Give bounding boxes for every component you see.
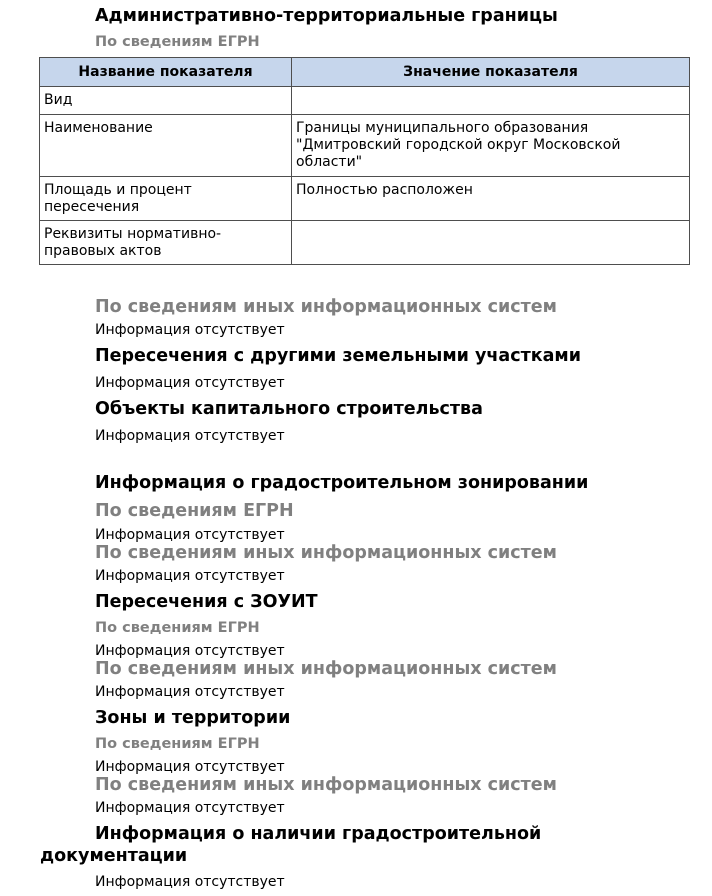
section-title-admin-borders: Административно-территориальные границы — [95, 6, 558, 26]
table-cell-value: Полностью расположен — [292, 177, 690, 221]
column-header-value: Значение показателя — [292, 58, 690, 87]
table-cell-name: Реквизиты нормативно-правовых актов — [40, 221, 292, 265]
info-absent-text: Информация отсутствует — [95, 322, 285, 338]
section-title-urban-zoning: Информация о градостроительном зонировании — [95, 473, 589, 493]
table-cell-value — [292, 87, 690, 115]
section-title-capital-construction: Объекты капитального строительства — [95, 399, 483, 419]
table-cell-value: Границы муниципального образования "Дмитровский городской округ Московской области" — [292, 115, 690, 177]
section-title-urban-docs: Информация о наличии градостроительной — [95, 824, 542, 844]
source-label-other-systems: По сведениям иных информационных систем — [95, 775, 557, 795]
source-label-egrn: По сведениям ЕГРН — [95, 736, 260, 752]
table-row — [40, 221, 690, 265]
info-absent-text: Информация отсутствует — [95, 375, 285, 391]
info-absent-text: Информация отсутствует — [95, 684, 285, 700]
section-title-parcel-intersections: Пересечения с другими земельными участками — [95, 346, 581, 366]
info-absent-text: Информация отсутствует — [95, 874, 285, 890]
section-title-zones: Зоны и территории — [95, 708, 291, 728]
table-header-row — [40, 58, 690, 87]
source-label-other-systems: По сведениям иных информационных систем — [95, 543, 557, 563]
table-row — [40, 115, 690, 177]
info-absent-text: Информация отсутствует — [95, 568, 285, 584]
section-title-zouit: Пересечения с ЗОУИТ — [95, 592, 318, 612]
source-label-other-systems: По сведениям иных информационных систем — [95, 297, 557, 317]
source-label-egrn: По сведениям ЕГРН — [95, 34, 260, 50]
properties-table — [39, 57, 690, 265]
table-cell-name: Наименование — [40, 115, 292, 177]
source-label-egrn: По сведениям ЕГРН — [95, 501, 294, 521]
column-header-name: Название показателя — [40, 58, 292, 87]
info-absent-text: Информация отсутствует — [95, 428, 285, 444]
table-row — [40, 87, 690, 115]
source-label-other-systems: По сведениям иных информационных систем — [95, 659, 557, 679]
table-cell-value — [292, 221, 690, 265]
table-cell-name: Вид — [40, 87, 292, 115]
info-absent-text: Информация отсутствует — [95, 527, 285, 543]
table-row — [40, 177, 690, 221]
info-absent-text: Информация отсутствует — [95, 759, 285, 775]
table-cell-name: Площадь и процент пересечения — [40, 177, 292, 221]
section-title-urban-docs-continued: документации — [40, 846, 188, 866]
source-label-egrn: По сведениям ЕГРН — [95, 620, 260, 636]
info-absent-text: Информация отсутствует — [95, 643, 285, 659]
info-absent-text: Информация отсутствует — [95, 800, 285, 816]
